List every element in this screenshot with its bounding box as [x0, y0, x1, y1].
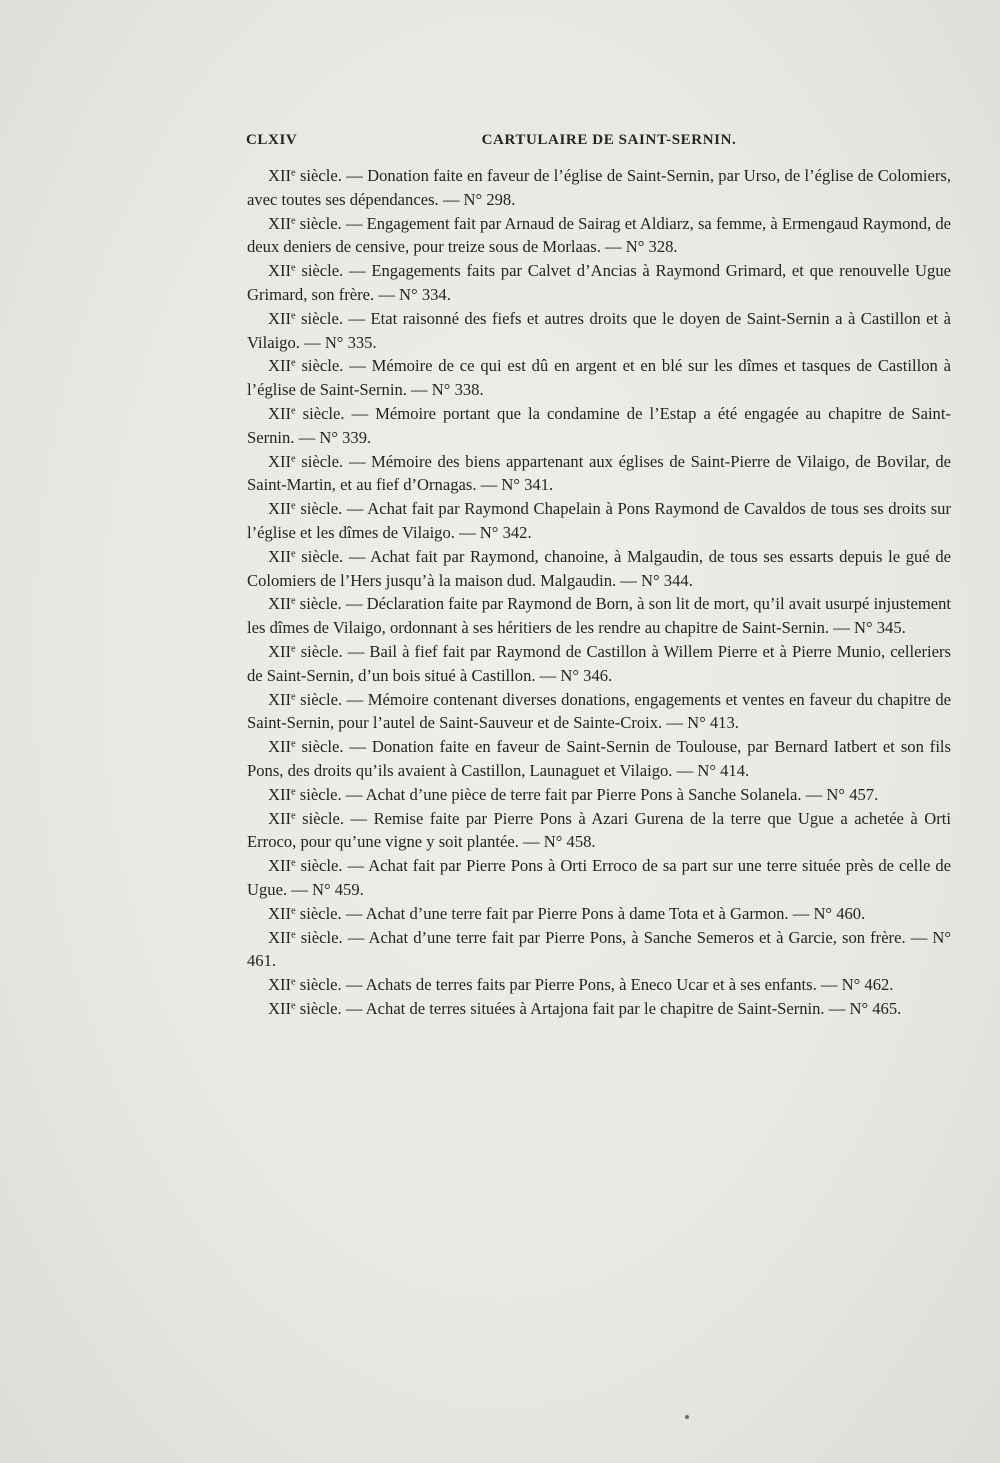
century-suffix: e — [291, 643, 296, 655]
entry — [247, 402, 951, 450]
entry — [247, 497, 951, 545]
entry-text: siècle. — Achat d’une pièce de terre fait par Pierre Pons à Sanche Solanela. — N° 457. — [295, 784, 879, 804]
entry-text: siècle. — Achat fait par Pierre Pons à Orti Erroco de sa part sur une terre située près de celle de Ugue. — N° 459. — [247, 856, 951, 899]
entry-text: siècle. — Etat raisonné des fiefs et autres droits que le doyen de Saint-Sernin a à Castillon et à Vilaigo. — N° 335. — [247, 308, 951, 352]
entry-text: siècle. — Achat fait par Raymond, chanoine, à Malgaudin, de tous ses essarts depuis le gué de Colomiers de l’Hers jusqu’à la maison dud. Malgaudin. — N° 344. — [247, 546, 951, 590]
ink-speck — [685, 1415, 689, 1419]
century: XII — [268, 451, 292, 471]
century-suffix: e — [291, 167, 296, 179]
century-suffix: e — [291, 452, 296, 464]
entry — [247, 807, 951, 855]
century: XII — [268, 308, 292, 328]
century: XII — [268, 213, 292, 233]
entry-text: siècle. — Remise faite par Pierre Pons à Azari Gurena de la terre que Ugue a achetée à Orti Erroco, pour qu’une vigne y soit plantée. — N° 458. — [247, 808, 951, 852]
century-suffix: e — [291, 786, 296, 798]
entry-text: siècle. — Mémoire portant que la condamine de l’Estap a été engagée au chapitre de Saint-Sernin. — N° 339. — [247, 403, 951, 447]
entry-text: siècle. — Engagement fait par Arnaud de Sairag et Aldiarz, sa femme, à Ermengaud Raymond, de deux deniers de censive, pour treize sous de Morlaas. — N° 328. — [247, 213, 951, 257]
century: XII — [268, 998, 292, 1018]
entry — [247, 783, 951, 807]
running-title: CARTULAIRE DE SAINT-SERNIN. — [481, 132, 737, 148]
century-suffix: e — [291, 262, 296, 274]
entry — [247, 592, 951, 640]
entry-text: siècle. — Engagements faits par Calvet d’Ancias à Raymond Grimard, et que renouvelle Ugue Grimard, son frère. — N° 334. — [247, 261, 951, 304]
century-suffix: e — [291, 548, 296, 560]
entry-text: siècle. — Déclaration faite par Raymond de Born, à son lit de mort, qu’il avait usurpé injustement les dîmes de Vilaigo, ordonnant à ses héritiers de les rendre au chapitre de Saint-Sernin. — N° 345. — [247, 594, 951, 638]
entry-text: siècle. — Donation faite en faveur de l’église de Saint-Sernin, par Urso, de l’église de Colomiers, avec toutes ses dépendances. — N° 298. — [247, 166, 951, 209]
century-suffix: e — [291, 357, 296, 369]
century-suffix: e — [291, 809, 296, 821]
century-suffix: e — [291, 595, 296, 607]
entry-text: siècle. — Donation faite en faveur de Saint-Sernin de Toulouse, par Bernard Iatbert et son fils Pons, des droits qu’ils avaient à Castillon, Launaguet et Vilaigo. — N° 414. — [247, 737, 951, 780]
century-suffix: e — [291, 214, 296, 226]
entry — [247, 997, 951, 1021]
entry-text: siècle. — Achats de terres faits par Pierre Pons, à Eneco Ucar et à ses enfants. — N° 462. — [295, 975, 894, 995]
entry-text: siècle. — Mémoire contenant diverses donations, engagements et ventes en faveur du chapitre de Saint-Sernin, pour l’autel de Saint-Sauveur et de Sainte-Croix. — N° 413. — [247, 689, 951, 733]
century: XII — [268, 546, 292, 566]
entry-text: siècle. — Mémoire des biens appartenant aux églises de Saint-Pierre de Vilaigo, de Bovilar, de Saint-Martin, et au fief d’Ornagas. — N° 341. — [247, 451, 951, 495]
century: XII — [268, 784, 292, 804]
century-suffix: e — [291, 928, 296, 940]
entry-text: siècle. — Achat de terres situées à Artajona fait par le chapitre de Saint-Sernin. — N° 465. — [295, 998, 902, 1018]
century: XII — [268, 808, 292, 828]
entry — [247, 212, 951, 260]
entry — [247, 902, 951, 926]
folio-number: CLXIV — [246, 132, 298, 148]
entry-text: siècle. — Achat d’une terre fait par Pierre Pons, à Sanche Semeros et à Garcie, son frère. — N° 461. — [247, 927, 951, 971]
century: XII — [268, 356, 292, 376]
entry — [247, 545, 951, 593]
century-suffix: e — [291, 405, 296, 417]
century: XII — [268, 927, 292, 947]
entry — [247, 926, 951, 974]
entry-text: siècle. — Achat d’une terre fait par Pierre Pons à dame Tota et à Garmon. — N° 460. — [295, 903, 866, 923]
page-header — [246, 132, 952, 156]
century: XII — [268, 166, 292, 185]
entry — [247, 735, 951, 783]
century-suffix: e — [291, 738, 296, 750]
entry-text: siècle. — Bail à fief fait par Raymond de Castillon à Willem Pierre et à Pierre Munio, celleriers de Saint-Sernin, d’un bois situé à Castillon. — N° 346. — [247, 641, 951, 685]
century: XII — [268, 737, 292, 757]
century: XII — [268, 499, 292, 519]
century-suffix: e — [291, 690, 296, 702]
entry-text: siècle. — Mémoire de ce qui est dû en argent et en blé sur les dîmes et tasques de Castillon à l’église de Saint-Sernin. — N° 338. — [247, 356, 951, 400]
entry — [247, 307, 951, 355]
century-suffix: e — [291, 976, 296, 988]
entry — [247, 450, 951, 498]
entry — [247, 688, 951, 736]
century: XII — [268, 261, 292, 281]
entry — [247, 354, 951, 402]
century-suffix: e — [291, 1000, 296, 1012]
century-suffix: e — [291, 310, 296, 322]
entry-text: siècle. — Achat fait par Raymond Chapelain à Pons Raymond de Cavaldos de tous ses droits sur l’église et les dîmes de Vilaigo. — N° 342. — [247, 499, 951, 542]
entry — [247, 640, 951, 688]
entry — [247, 164, 951, 212]
century-suffix: e — [291, 905, 296, 917]
century: XII — [268, 689, 292, 709]
entry — [247, 973, 951, 997]
century: XII — [268, 403, 292, 423]
century-suffix: e — [291, 857, 296, 869]
century: XII — [268, 903, 292, 923]
entry — [247, 854, 951, 902]
century: XII — [268, 856, 292, 876]
century: XII — [268, 594, 292, 614]
century: XII — [268, 641, 292, 661]
century: XII — [268, 975, 292, 995]
century-suffix: e — [291, 500, 296, 512]
entries-list — [247, 164, 951, 1021]
entry — [247, 259, 951, 307]
